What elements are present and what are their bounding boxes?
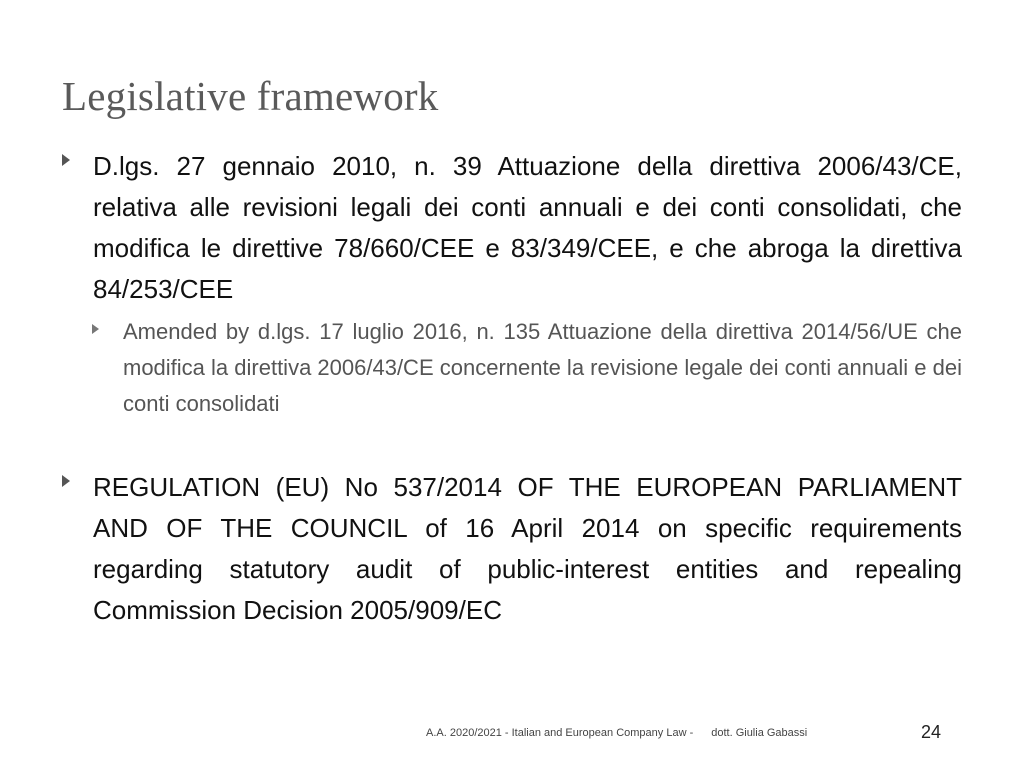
bullet-item [62, 146, 962, 310]
triangle-bullet-icon [62, 154, 70, 166]
bullet-text: REGULATION (EU) No 537/2014 OF THE EUROPEAN PARLIAMENT AND OF THE COUNCIL of 16 April 2014 on specific requirements regarding statutory audit of public-interest entities and repealing Commission Decision 2005/909/EC [93, 472, 962, 625]
sub-bullet-text: Amended by d.lgs. 17 luglio 2016, n. 135 Attuazione della direttiva 2014/56/UE che modifica la direttiva 2006/43/CE concernente la revisione legale dei conti annuali e dei conti consolidati [123, 319, 962, 416]
bullet-item [62, 467, 962, 631]
slide-title: Legislative framework [62, 73, 439, 119]
footer-author: dott. Giulia Gabassi [711, 727, 808, 739]
triangle-bullet-icon [92, 324, 99, 334]
footer [426, 727, 807, 739]
page-number: 24 [921, 722, 942, 742]
sub-bullet-item [92, 314, 962, 422]
triangle-bullet-icon [62, 475, 70, 487]
bullet-text: D.lgs. 27 gennaio 2010, n. 39 Attuazione della direttiva 2006/43/CE, relativa alle revisioni legali dei conti annuali e dei conti consolidati, che modifica le direttive 78/660/CEE e 83/349/CEE, e che abroga la direttiva 84/253/CEE [93, 151, 962, 304]
footer-course: A.A. 2020/2021 - Italian and European Company Law - [426, 727, 694, 739]
